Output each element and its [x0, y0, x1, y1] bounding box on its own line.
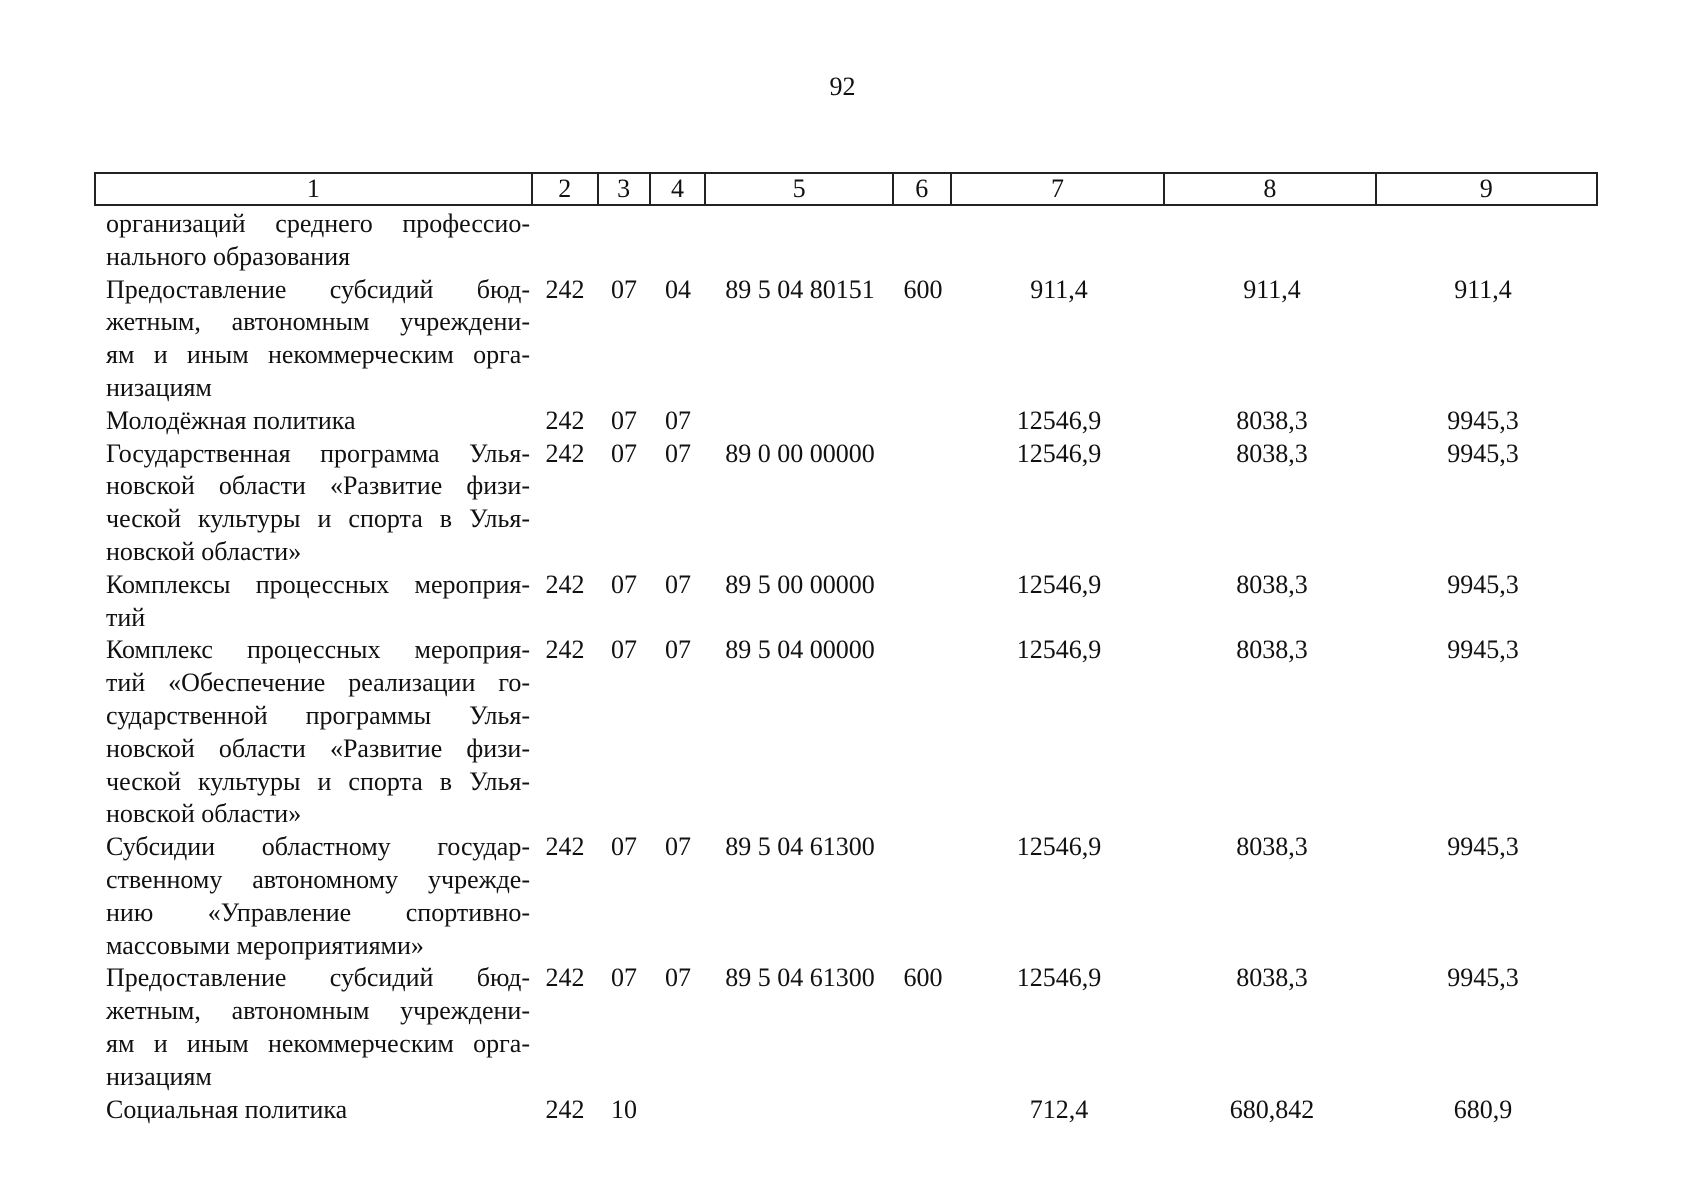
- expense-type-code: 600: [903, 274, 943, 304]
- section-code: 10: [611, 1094, 637, 1124]
- ministry-code: 242: [545, 274, 585, 304]
- description-line: Предоставление субсидий бюд-: [106, 963, 530, 993]
- description-line: новской области»: [106, 536, 302, 566]
- ministry-code: 242: [545, 438, 585, 468]
- section-code: 07: [611, 569, 637, 599]
- header-col-9: 9: [1479, 174, 1493, 203]
- amount-col-9: 9945,3: [1447, 569, 1519, 599]
- description-line: тий: [106, 602, 146, 632]
- amount-col-7: 12546,9: [1016, 569, 1102, 599]
- description-line: ям и иным некоммерческим орга-: [106, 340, 530, 370]
- table-row: [94, 962, 1598, 1093]
- subsection-code: 07: [665, 405, 691, 435]
- target-article-code: [706, 1094, 894, 1127]
- amount-col-9: 9945,3: [1447, 963, 1519, 993]
- table-row: [94, 405, 1598, 438]
- ministry-code: 242: [545, 832, 585, 862]
- amount-col-9: 680,9: [1453, 1094, 1513, 1124]
- row-description: [94, 831, 532, 962]
- description-line: Комплекс процессных мероприя-: [106, 635, 530, 665]
- amount-col-8: 680,842: [1229, 1094, 1315, 1124]
- subsection-code: 07: [665, 635, 691, 665]
- amount-col-8: [1166, 208, 1378, 274]
- table-row: [94, 634, 1598, 831]
- description-line: Комплексы процессных мероприя-: [106, 569, 530, 599]
- ministry-code: 242: [545, 963, 585, 993]
- subsection-code: [650, 1094, 706, 1127]
- row-description: [94, 634, 532, 831]
- header-col-6: 6: [894, 174, 952, 204]
- expense-type-code: [894, 569, 952, 635]
- description-line: жетным, автономным учреждени-: [106, 996, 530, 1026]
- description-line: массовыми мероприятиями»: [106, 930, 424, 960]
- subsection-code: [650, 208, 706, 274]
- ministry-code: 242: [545, 405, 585, 435]
- ministry-code: [532, 208, 598, 274]
- row-description: [94, 962, 532, 1093]
- expense-type-code: [894, 831, 952, 962]
- target-article-code: [706, 405, 894, 438]
- amount-col-7: 911,4: [1030, 274, 1088, 304]
- header-col-1: 1: [96, 174, 533, 204]
- amount-col-8: 8038,3: [1236, 405, 1308, 435]
- description-line: тий «Обеспечение реализации го-: [106, 668, 530, 698]
- header-col-8: 8: [1165, 174, 1376, 204]
- amount-col-7: 12546,9: [1016, 832, 1102, 862]
- description-line: новской области «Развитие физи-: [106, 471, 530, 501]
- description-line: Субсидии областному государ-: [106, 832, 530, 862]
- table-body: [94, 208, 1598, 1126]
- description-line: ственному автономному учрежде-: [106, 864, 530, 894]
- expense-type-code: [894, 438, 952, 569]
- description-line: новской области «Развитие физи-: [106, 733, 530, 763]
- page-number: 92: [829, 72, 856, 101]
- description-line: организаций среднего профессио-: [106, 209, 530, 238]
- section-code: 07: [611, 635, 637, 665]
- header-col-2: 2: [533, 174, 599, 204]
- subsection-code: 07: [665, 569, 691, 599]
- description-line: ческой культуры и спорта в Улья-: [106, 504, 530, 534]
- row-description: [94, 208, 532, 274]
- subsection-code: 04: [665, 274, 691, 304]
- expense-type-code: [894, 208, 952, 274]
- row-description: [94, 569, 532, 635]
- ministry-code: 242: [545, 1094, 585, 1124]
- amount-col-8: 8038,3: [1236, 438, 1308, 468]
- target-article-code: 89 5 04 00000: [725, 635, 875, 665]
- target-article-code: 89 5 04 61300: [725, 832, 875, 862]
- amount-col-8: 911,4: [1243, 274, 1301, 304]
- amount-col-8: 8038,3: [1236, 635, 1308, 665]
- amount-col-9: 9945,3: [1447, 405, 1519, 435]
- target-article-code: 89 5 04 80151: [725, 274, 875, 304]
- amount-col-7: 12546,9: [1016, 405, 1102, 435]
- table-header: [94, 172, 1598, 206]
- header-col-3: 3: [599, 174, 651, 204]
- section-code: 07: [611, 438, 637, 468]
- expense-type-code: [894, 634, 952, 831]
- subsection-code: 07: [665, 438, 691, 468]
- section-code: 07: [611, 832, 637, 862]
- description-line: жетным, автономным учреждени-: [106, 307, 530, 337]
- amount-col-7: 12546,9: [1016, 963, 1102, 993]
- table-row: [94, 208, 1598, 274]
- amount-col-9: 9945,3: [1447, 635, 1519, 665]
- description-line: низациям: [106, 1061, 212, 1091]
- table-row: [94, 831, 1598, 962]
- target-article-code: 89 5 00 00000: [725, 569, 875, 599]
- ministry-code: 242: [545, 569, 585, 599]
- description-line: Предоставление субсидий бюд-: [106, 274, 530, 304]
- amount-col-9: 9945,3: [1447, 438, 1519, 468]
- description-line: Социальная политика: [106, 1094, 348, 1124]
- amount-col-9: [1378, 208, 1588, 274]
- description-line: низациям: [106, 372, 212, 402]
- amount-col-7: 12546,9: [1016, 635, 1102, 665]
- description-line: ческой культуры и спорта в Улья-: [106, 766, 530, 796]
- subsection-code: 07: [665, 963, 691, 993]
- amount-col-8: 8038,3: [1236, 569, 1308, 599]
- target-article-code: 89 0 00 00000: [725, 438, 875, 468]
- table-row: [94, 274, 1598, 405]
- description-line: новской области»: [106, 799, 302, 829]
- target-article-code: 89 5 04 61300: [725, 963, 875, 993]
- section-code: 07: [611, 274, 637, 304]
- table-row: [94, 569, 1598, 635]
- expense-type-code: [894, 1094, 952, 1127]
- description-line: нального образования: [106, 241, 351, 271]
- expense-type-code: 600: [903, 963, 943, 993]
- header-col-4: 4: [651, 174, 707, 204]
- amount-col-9: 911,4: [1454, 274, 1512, 304]
- description-line: сударственной программы Улья-: [106, 700, 530, 730]
- header-col-5: 5: [706, 174, 894, 204]
- amount-col-7: [952, 208, 1166, 274]
- row-description: [94, 405, 532, 438]
- section-code: [598, 208, 650, 274]
- row-description: [94, 274, 532, 405]
- amount-col-7: 712,4: [1029, 1094, 1089, 1124]
- header-col-7: 7: [952, 174, 1165, 204]
- target-article-code: [706, 208, 894, 274]
- description-line: Государственная программа Улья-: [106, 438, 530, 468]
- description-line: Молодёжная политика: [106, 405, 356, 435]
- description-line: ям и иным некоммерческим орга-: [106, 1028, 530, 1058]
- subsection-code: 07: [665, 832, 691, 862]
- amount-col-8: 8038,3: [1236, 963, 1308, 993]
- description-line: нию «Управление спортивно-: [106, 897, 530, 927]
- section-code: 07: [611, 405, 637, 435]
- section-code: 07: [611, 963, 637, 993]
- amount-col-9: 9945,3: [1447, 832, 1519, 862]
- amount-col-7: 12546,9: [1016, 438, 1102, 468]
- ministry-code: 242: [545, 635, 585, 665]
- row-description: [94, 438, 532, 569]
- row-description: [94, 1094, 532, 1127]
- table-row: [94, 438, 1598, 569]
- table-row: [94, 1094, 1598, 1127]
- amount-col-8: 8038,3: [1236, 832, 1308, 862]
- expense-type-code: [894, 405, 952, 438]
